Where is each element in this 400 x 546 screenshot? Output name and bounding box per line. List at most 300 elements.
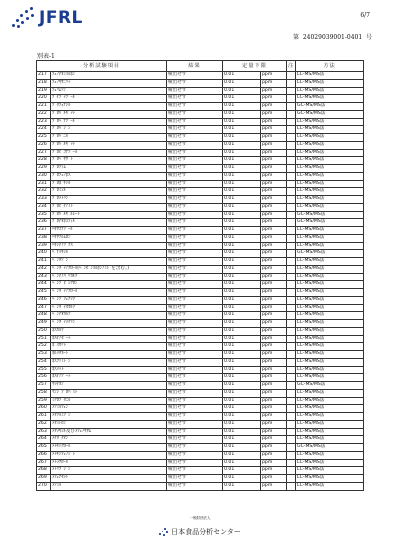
lod-unit: ppm [261, 87, 287, 95]
row-number: 249 [37, 320, 51, 328]
lod-unit: ppm [261, 420, 287, 428]
table-row [37, 141, 364, 149]
note-cell [287, 149, 296, 157]
lod-value: 0.01 [223, 103, 261, 111]
row-number: 226 [37, 141, 51, 149]
row-number: 235 [37, 211, 51, 219]
result-value: 検出せず [167, 219, 223, 227]
row-number: 255 [37, 366, 51, 374]
note-cell [287, 296, 296, 304]
analyte-name: ﾌﾟﾛﾁｵﾎｽﾌｨﾙ [51, 219, 167, 227]
lod-unit: ppm [261, 165, 287, 173]
analyte-name: ﾍﾞﾝﾀﾞｲｱｸﾛｰﾙ [51, 289, 167, 297]
table-row [37, 87, 364, 95]
lod-unit: ppm [261, 444, 287, 452]
method-value: LC-MS/MS法 [296, 420, 364, 428]
row-number: 224 [37, 126, 51, 134]
method-value: LC-MS/MS法 [296, 242, 364, 250]
method-value: LC-MS/MS法 [296, 265, 364, 273]
lod-unit: ppm [261, 413, 287, 421]
lod-unit: ppm [261, 327, 287, 335]
table-row [37, 405, 364, 413]
header-method: 方法 [296, 61, 364, 72]
analyte-name: ﾌﾟﾛﾋﾟｺﾅｿﾞｰﾙ [51, 149, 167, 157]
result-value: 検出せず [167, 405, 223, 413]
note-cell [287, 405, 296, 413]
analyte-name: ﾍﾞﾝﾁｱﾊﾞﾘｶﾙﾌﾞ [51, 273, 167, 281]
note-cell [287, 304, 296, 312]
table-row [37, 475, 364, 483]
page-number: 6/7 [360, 12, 370, 19]
result-value: 検出せず [167, 366, 223, 374]
method-value: GC-MS/MS法 [296, 103, 364, 111]
header-note: 注 [287, 61, 296, 72]
note-cell [287, 234, 296, 242]
lod-unit: ppm [261, 335, 287, 343]
table-row [37, 304, 364, 312]
table-row [37, 335, 364, 343]
row-number: 219 [37, 87, 51, 95]
analyte-name: ﾌﾟﾛﾊﾟｼﾞﾝ [51, 126, 167, 134]
table-row [37, 258, 364, 266]
lod-value: 0.01 [223, 273, 261, 281]
note-cell [287, 420, 296, 428]
table-row [37, 320, 364, 328]
note-cell [287, 467, 296, 475]
row-number: 267 [37, 459, 51, 467]
result-value: 検出せず [167, 149, 223, 157]
result-value: 検出せず [167, 281, 223, 289]
row-number: 264 [37, 436, 51, 444]
analyte-name: ﾍｷｻﾌﾙﾑﾛﾝ [51, 234, 167, 242]
report-prefix: 第 [293, 34, 300, 41]
method-value: LC-MS/MS法 [296, 196, 364, 204]
analyte-name: ﾎｽｶﾙﾌﾞ [51, 327, 167, 335]
method-value: LC-MS/MS法 [296, 327, 364, 335]
row-number: 253 [37, 351, 51, 359]
lod-unit: ppm [261, 351, 287, 359]
lod-unit: ppm [261, 149, 287, 157]
result-value: 検出せず [167, 265, 223, 273]
method-value: LC-MS/MS法 [296, 227, 364, 235]
lod-value: 0.01 [223, 327, 261, 335]
lod-value: 0.01 [223, 467, 261, 475]
lod-value: 0.01 [223, 72, 261, 80]
table-row [37, 312, 364, 320]
analyte-name: ﾌﾟﾛﾊﾟﾆﾙ [51, 134, 167, 142]
row-number: 260 [37, 405, 51, 413]
result-value: 検出せず [167, 134, 223, 142]
note-cell [287, 118, 296, 126]
method-value: LC-MS/MS法 [296, 188, 364, 196]
note-cell [287, 389, 296, 397]
row-number: 223 [37, 118, 51, 126]
note-cell [287, 358, 296, 366]
result-value: 検出せず [167, 420, 223, 428]
table-row [37, 110, 364, 118]
method-value: LC-MS/MS法 [296, 79, 364, 87]
table-row [37, 389, 364, 397]
table-row [37, 180, 364, 188]
method-value: GC-MS/MS法 [296, 110, 364, 118]
lod-unit: ppm [261, 467, 287, 475]
lod-unit: ppm [261, 320, 287, 328]
lod-value: 0.01 [223, 165, 261, 173]
analyte-name: ﾒﾄﾗｸﾛｰﾙ [51, 459, 167, 467]
method-value: LC-MS/MS法 [296, 451, 364, 459]
lod-value: 0.01 [223, 420, 261, 428]
lod-unit: ppm [261, 134, 287, 142]
row-number: 244 [37, 281, 51, 289]
note-cell [287, 79, 296, 87]
analyte-name: ﾌﾞﾁﾌﾟｲｿﾞｰﾙ [51, 95, 167, 103]
result-value: 検出せず [167, 157, 223, 165]
lod-unit: ppm [261, 296, 287, 304]
analyte-name: ﾒｿﾐﾙ [51, 482, 167, 490]
row-number: 254 [37, 358, 51, 366]
analyte-name: ﾌﾟﾛﾍﾟｷｻﾞﾄﾞ [51, 157, 167, 165]
result-value: 検出せず [167, 196, 223, 204]
analyte-name: ﾍｷｼﾁｱｿﾞｸｽ [51, 242, 167, 250]
table-row [37, 72, 364, 80]
lod-value: 0.01 [223, 304, 261, 312]
analyte-name: ﾍｷｻｺﾅｿﾞｰﾙ [51, 227, 167, 235]
row-number: 239 [37, 242, 51, 250]
result-value: 検出せず [167, 296, 223, 304]
note-cell [287, 475, 296, 483]
analyte-name: ﾌｪﾘﾑｿﾝ [51, 87, 167, 95]
row-number: 265 [37, 444, 51, 452]
table-row [37, 134, 364, 142]
lod-unit: ppm [261, 366, 287, 374]
result-value: 検出せず [167, 351, 223, 359]
result-value: 検出せず [167, 242, 223, 250]
result-value: 検出せず [167, 428, 223, 436]
method-value: LC-MS/MS法 [296, 482, 364, 490]
result-value: 検出せず [167, 335, 223, 343]
result-value: 検出せず [167, 327, 223, 335]
method-value: LC-MS/MS法 [296, 172, 364, 180]
method-value: LC-MS/MS法 [296, 180, 364, 188]
method-value: LC-MS/MS法 [296, 126, 364, 134]
note-cell [287, 327, 296, 335]
analyte-name: ﾍﾞﾝﾀﾞｲﾒｸﾘﾝ [51, 320, 167, 328]
report-number [293, 32, 372, 41]
table-row [37, 265, 364, 273]
result-value: 検出せず [167, 203, 223, 211]
row-number: 228 [37, 157, 51, 165]
lod-value: 0.01 [223, 351, 261, 359]
table-row [37, 482, 364, 490]
analyte-name: ﾌﾟﾛﾌｧﾑ [51, 165, 167, 173]
note-cell [287, 141, 296, 149]
method-value: LC-MS/MS法 [296, 335, 364, 343]
result-value: 検出せず [167, 459, 223, 467]
lod-value: 0.01 [223, 312, 261, 320]
table-row [37, 103, 364, 111]
method-value: LC-MS/MS法 [296, 157, 364, 165]
row-number: 227 [37, 149, 51, 157]
lod-value: 0.01 [223, 405, 261, 413]
note-cell [287, 382, 296, 390]
lod-unit: ppm [261, 265, 287, 273]
method-value: LC-MS/MS法 [296, 428, 364, 436]
method-value: LC-MS/MS法 [296, 281, 364, 289]
result-value: 検出せず [167, 312, 223, 320]
method-value: LC-MS/MS法 [296, 459, 364, 467]
footer [0, 516, 400, 540]
lod-value: 0.01 [223, 157, 261, 165]
lod-value: 0.01 [223, 110, 261, 118]
note-cell [287, 482, 296, 490]
lod-value: 0.01 [223, 95, 261, 103]
lod-unit: ppm [261, 358, 287, 366]
table-header-row [37, 61, 364, 72]
header-result: 結果 [167, 61, 223, 72]
table-row [37, 296, 364, 304]
lod-unit: ppm [261, 103, 287, 111]
lod-unit: ppm [261, 459, 287, 467]
lod-unit: ppm [261, 196, 287, 204]
row-number: 237 [37, 227, 51, 235]
row-number: 263 [37, 428, 51, 436]
result-value: 検出せず [167, 250, 223, 258]
note-cell [287, 95, 296, 103]
lod-value: 0.01 [223, 219, 261, 227]
table-row [37, 397, 364, 405]
lod-unit: ppm [261, 482, 287, 490]
method-value: GC-MS/MS法 [296, 211, 364, 219]
analyte-name: ﾌﾟﾛﾎﾟｷｼﾙ [51, 180, 167, 188]
row-number: 250 [37, 327, 51, 335]
analyte-name: ﾎｽﾁｱｾﾞｰﾄ [51, 335, 167, 343]
note-cell [287, 165, 296, 173]
note-cell [287, 428, 296, 436]
lod-unit: ppm [261, 180, 287, 188]
lod-unit: ppm [261, 234, 287, 242]
row-number: 229 [37, 165, 51, 173]
note-cell [287, 281, 296, 289]
lod-value: 0.01 [223, 250, 261, 258]
method-value: GC-MS/MS法 [296, 219, 364, 227]
note-cell [287, 413, 296, 421]
lod-unit: ppm [261, 273, 287, 281]
result-value: 検出せず [167, 87, 223, 95]
table-row [37, 149, 364, 157]
analyte-name: ﾎｽﾌｧﾐﾄﾞﾝ [51, 358, 167, 366]
table-row [37, 196, 364, 204]
row-number: 234 [37, 203, 51, 211]
row-number: 248 [37, 312, 51, 320]
table-row [37, 467, 364, 475]
table-row [37, 172, 364, 180]
row-number: 257 [37, 382, 51, 390]
result-value: 検出せず [167, 180, 223, 188]
row-number: 241 [37, 258, 51, 266]
result-value: 検出せず [167, 110, 223, 118]
table-row [37, 289, 364, 297]
result-value: 検出せず [167, 397, 223, 405]
table-row [37, 420, 364, 428]
table-row [37, 374, 364, 382]
method-value: LC-MS/MS法 [296, 304, 364, 312]
row-number: 270 [37, 482, 51, 490]
lod-value: 0.01 [223, 149, 261, 157]
lod-unit: ppm [261, 118, 287, 126]
table-row [37, 165, 364, 173]
note-cell [287, 103, 296, 111]
lod-unit: ppm [261, 157, 287, 165]
note-cell [287, 451, 296, 459]
table-row [37, 250, 364, 258]
row-number: 233 [37, 196, 51, 204]
method-value: LC-MS/MS法 [296, 343, 364, 351]
result-value: 検出せず [167, 382, 223, 390]
method-value: LC-MS/MS法 [296, 374, 364, 382]
note-cell [287, 157, 296, 165]
lod-value: 0.01 [223, 374, 261, 382]
lod-value: 0.01 [223, 389, 261, 397]
table-row [37, 234, 364, 242]
note-cell [287, 374, 296, 382]
lod-unit: ppm [261, 219, 287, 227]
lod-unit: ppm [261, 451, 287, 459]
method-value: LC-MS/MS法 [296, 405, 364, 413]
analyte-name: ﾐｸﾛﾌﾞﾀﾆﾙ [51, 397, 167, 405]
row-number: 261 [37, 413, 51, 421]
method-value: LC-MS/MS法 [296, 95, 364, 103]
analyte-name: ﾌﾞﾀﾌｪﾅｼﾙ [51, 103, 167, 111]
result-value: 検出せず [167, 227, 223, 235]
note-cell [287, 203, 296, 211]
row-number: 238 [37, 234, 51, 242]
note-cell [287, 258, 296, 266]
table-row [37, 281, 364, 289]
lod-value: 0.01 [223, 265, 261, 273]
lod-value: 0.01 [223, 335, 261, 343]
footer-logo-icon [159, 527, 168, 536]
lod-value: 0.01 [223, 180, 261, 188]
table-row [37, 126, 364, 134]
table-row [37, 451, 364, 459]
lod-unit: ppm [261, 110, 287, 118]
row-number: 242 [37, 265, 51, 273]
lod-value: 0.01 [223, 118, 261, 126]
method-value: LC-MS/MS法 [296, 436, 364, 444]
lod-value: 0.01 [223, 79, 261, 87]
analyte-name: ﾎｽﾁｱｿﾞｰﾄ [51, 374, 167, 382]
result-value: 検出せず [167, 188, 223, 196]
result-value: 検出せず [167, 273, 223, 281]
note-cell [287, 126, 296, 134]
row-number: 247 [37, 304, 51, 312]
lod-value: 0.01 [223, 436, 261, 444]
result-value: 検出せず [167, 482, 223, 490]
result-value: 検出せず [167, 304, 223, 312]
lod-unit: ppm [261, 382, 287, 390]
result-value: 検出せず [167, 343, 223, 351]
result-value: 検出せず [167, 358, 223, 366]
lod-value: 0.01 [223, 242, 261, 250]
analyte-name: ﾌﾟﾛﾍﾞﾅｿﾞｰﾙ [51, 118, 167, 126]
result-value: 検出せず [167, 289, 223, 297]
table-row [37, 273, 364, 281]
analyte-name: ﾌﾟﾛﾋﾟﾁｱﾐﾄﾞ [51, 203, 167, 211]
result-value: 検出せず [167, 320, 223, 328]
note-cell [287, 110, 296, 118]
analyte-name: ﾌﾟﾛﾊﾟﾙｷﾞﾙﾚｰﾄ [51, 211, 167, 219]
analyte-name: ﾍﾞﾝｿﾞﾋﾞｼｸﾛﾝ [51, 281, 167, 289]
note-cell [287, 459, 296, 467]
header-lod: 定量下限 [223, 61, 287, 72]
row-number: 225 [37, 134, 51, 142]
lod-unit: ppm [261, 304, 287, 312]
table-row [37, 227, 364, 235]
table-row [37, 79, 364, 87]
note-cell [287, 180, 296, 188]
table-row [37, 118, 364, 126]
lod-value: 0.01 [223, 366, 261, 374]
note-cell [287, 211, 296, 219]
analyte-name: ﾎﾞｽｶﾘﾄﾞ [51, 343, 167, 351]
lod-value: 0.01 [223, 382, 261, 390]
row-number: 222 [37, 110, 51, 118]
lod-unit: ppm [261, 289, 287, 297]
lod-unit: ppm [261, 203, 287, 211]
analyte-name: ﾌｪﾉﾁｵﾝｽﾙﾎﾝ [51, 72, 167, 80]
table-row [37, 413, 364, 421]
row-number: 259 [37, 397, 51, 405]
row-number: 236 [37, 219, 51, 227]
lod-value: 0.01 [223, 281, 261, 289]
lod-unit: ppm [261, 95, 287, 103]
row-number: 269 [37, 475, 51, 483]
note-cell [287, 72, 296, 80]
lod-unit: ppm [261, 172, 287, 180]
results-body [37, 72, 364, 491]
row-number: 217 [37, 72, 51, 80]
footer-org-name: 日本食品分析センター [171, 527, 241, 536]
analyte-name: ﾒﾀﾗｷｼﾙ及びﾒﾌｪﾉｷｻﾑ [51, 428, 167, 436]
analyte-name: ﾍﾞﾝﾀｿﾞﾝ [51, 258, 167, 266]
note-cell [287, 242, 296, 250]
lod-value: 0.01 [223, 211, 261, 219]
row-number: 251 [37, 335, 51, 343]
note-cell [287, 436, 296, 444]
row-number: 230 [37, 172, 51, 180]
analyte-name: ﾌﾟﾛﾊﾟﾙｷﾞｯﾄ [51, 141, 167, 149]
lod-value: 0.01 [223, 451, 261, 459]
table-row [37, 444, 364, 452]
method-value: GC-MS/MS法 [296, 382, 364, 390]
analyte-name: ﾍﾞﾝﾀﾞｲｵｶﾙﾌﾞ [51, 304, 167, 312]
method-value: LC-MS/MS法 [296, 234, 364, 242]
analyte-name: ﾌﾟﾛﾊﾟﾙｷﾞｯﾄ [51, 110, 167, 118]
row-number: 220 [37, 95, 51, 103]
method-value: LC-MS/MS法 [296, 413, 364, 421]
method-value: LC-MS/MS法 [296, 273, 364, 281]
note-cell [287, 188, 296, 196]
result-value: 検出せず [167, 374, 223, 382]
lod-value: 0.01 [223, 203, 261, 211]
report-number-value: 24029039001-0401 [302, 34, 363, 41]
row-number: 262 [37, 420, 51, 428]
row-number: 231 [37, 180, 51, 188]
lod-unit: ppm [261, 141, 287, 149]
table-row [37, 242, 364, 250]
table-row [37, 211, 364, 219]
footer-org [159, 527, 241, 537]
